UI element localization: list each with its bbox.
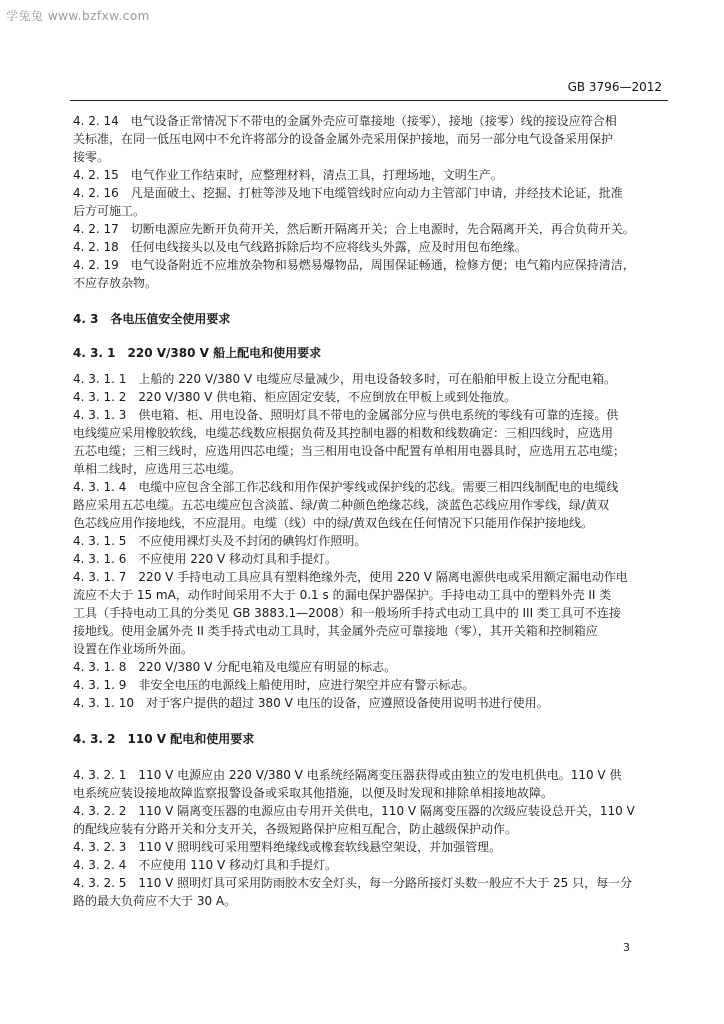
text-line: 接地线。使用金属外壳 II 类手持式电动工具时，其金属外壳应可靠接地（零），其开关箱和控制箱应 [73,624,598,638]
text-line: 五芯电缆；三相三线时，应选用四芯电缆；当三相用电设备中配置有单相用电器具时，应选用五芯电缆； [73,444,626,458]
clause-4-3-1-1: 4. 3. 1. 1 上船的 220 V/380 V 电缆应尽量减少，用电设备较多时，可在船舶甲板上设立分配电箱。 [73,372,616,386]
clause-4-3-1-6: 4. 3. 1. 6 不应使用 220 V 移动灯具和手提灯。 [73,552,337,566]
header-rule [70,100,668,101]
clause-4-2-18: 4. 2. 18 任何电线接头以及电气线路拆除后均不应将线头外露，应及时用包布绝缘。 [73,240,527,254]
clause-4-2-15: 4. 2. 15 电气作业工作结束时，应整理材料，清点工具，打理场地，文明生产。 [73,168,503,182]
watermark: 学兔兔 www.bzfxw.com [6,9,150,23]
section-heading-4-3-2: 4. 3. 2 110 V 配电和使用要求 [73,732,255,746]
standard-number: GB 3796—2012 [567,80,662,94]
clause-4-3-1-8: 4. 3. 1. 8 220 V/380 V 分配电箱及电缆应有明显的标志。 [73,660,397,674]
clause-4-3-2-1: 4. 3. 2. 1 110 V 电源应由 220 V/380 V 电系统经隔离变压器获得或由独立的发电机供电。110 V 供 [73,768,622,782]
clause-4-2-14: 4. 2. 14 电气设备正常情况下不带电的金属外壳应可靠接地（接零），接地（接零）线的接设应符合相 [73,114,617,128]
text-line: 接零。 [73,150,110,164]
clause-4-3-1-4: 4. 3. 1. 4 电缆中应包含全部工作芯线和用作保护零线或保护线的芯线。需要三相四线制配电的电缆线 [73,480,619,494]
text-line: 流应不大于 15 mA，动作时间采用不大于 0.1 s 的漏电保护器保护。手持电动工具中的塑料外壳 II 类 [73,588,612,602]
text-line: 不应存放杂物。 [73,276,158,290]
clause-4-3-1-3: 4. 3. 1. 3 供电箱、柜、用电设备、照明灯具不带电的金属部分应与供电系统的零线有可靠的连接。供 [73,408,619,422]
clause-4-3-2-4: 4. 3. 2. 4 不应使用 110 V 移动灯具和手提灯。 [73,858,337,872]
clause-4-3-1-10: 4. 3. 1. 10 对于客户提供的超过 380 V 电压的设备，应遵照设备使用说明书进行使用。 [73,696,549,710]
clause-4-2-17: 4. 2. 17 切断电源应先断开负荷开关，然后断开隔离开关；合上电源时，先合隔离开关，再合负荷开关。 [73,222,635,236]
text-line: 后方可施工。 [73,204,146,218]
clause-4-3-2-5: 4. 3. 2. 5 110 V 照明灯具可采用防雨胶木安全灯头，每一分路所接灯头数一般应不大于 25 只，每一分 [73,876,633,890]
clause-4-3-2-2: 4. 3. 2. 2 110 V 隔离变压器的电源应由专用开关供电，110 V 隔离变压器的次级应装设总开关，110 V [73,804,635,818]
text-line: 的配线应装有分路开关和分支开关，各级短路保护应相互配合，防止越级保护动作。 [73,822,518,836]
text-line: 电系统应装设接地故障监察报警设备或采取其他措施，以便及时发现和排除单相接地故障。 [73,786,554,800]
clause-4-3-1-9: 4. 3. 1. 9 非安全电压的电源线上船使用时，应进行架空并应有警示标志。 [73,678,475,692]
clause-4-2-19: 4. 2. 19 电气设备附近不应堆放杂物和易燃易爆物品，周围保证畅通，检修方便；电气箱内应保持清洁， [73,258,635,272]
section-heading-4-3: 4. 3 各电压值安全使用要求 [73,312,231,326]
text-line: 单相二线时，应选用三芯电缆。 [73,462,242,476]
text-line: 色芯线应用作接地线，不应混用。电缆（线）中的绿/黄双色线在任何情况下只能用作保护接地线。 [73,516,594,530]
clause-4-3-2-3: 4. 3. 2. 3 110 V 照明线可采用塑料绝缘线或橡套软线悬空架设，并加强管理。 [73,840,502,854]
text-line: 关标准，在同一低压电网中不允许将部分的设备金属外壳采用保护接地，而另一部分电气设备采用保护 [73,132,614,146]
page-number: 3 [623,941,630,954]
text-line: 工具（手持电动工具的分类见 GB 3883.1—2008）和一般场所手持式电动工具中的 III 类工具可不连接 [73,606,621,620]
section-heading-4-3-1: 4. 3. 1 220 V/380 V 船上配电和使用要求 [73,346,322,360]
clause-4-3-1-2: 4. 3. 1. 2 220 V/380 V 供电箱、柜应固定安装，不应倒放在甲板上或到处拖放。 [73,390,517,404]
text-line: 路应采用五芯电缆。五芯电缆应包含淡蓝、绿/黄二种颜色绝缘芯线，淡蓝色芯线应用作零线，绿/黄双 [73,498,610,512]
text-line: 设置在作业场所外面。 [73,642,194,656]
text-line: 电线缆应采用橡胶软线，电缆芯线数应根据负荷及其控制电器的相数和线数确定：三相四线时，应选用 [73,426,614,440]
clause-4-2-16: 4. 2. 16 凡是面破土、挖掘、打桩等涉及地下电缆管线时应向动力主管部门申请，并经技术论证，批准 [73,186,623,200]
clause-4-3-1-5: 4. 3. 1. 5 不应使用裸灯头及不封闭的碘钨灯作照明。 [73,534,367,548]
clause-4-3-1-7: 4. 3. 1. 7 220 V 手持电动工具应具有塑料绝缘外壳，使用 220 V 隔离电源供电或采用额定漏电动作电 [73,570,628,584]
text-line: 路的最大负荷应不大于 30 A。 [73,894,237,908]
